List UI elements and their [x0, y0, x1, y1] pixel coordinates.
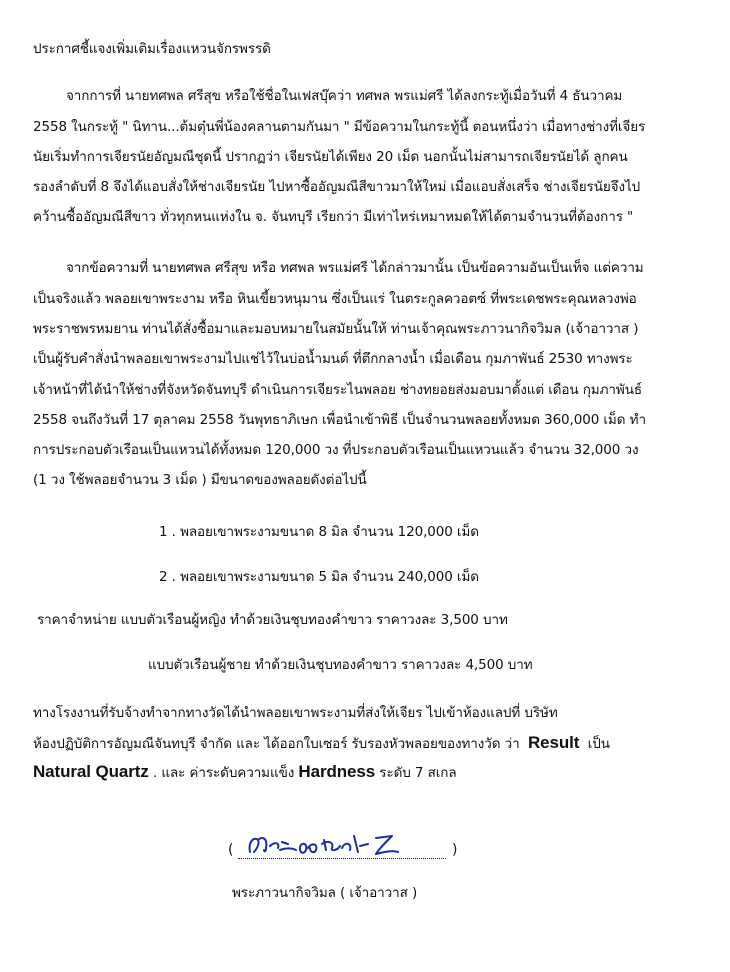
- paragraph-2-line-8: (1 วง ใช้พลอยจำนวน 3 เม็ด ) มีขนาดของพลอยดังต่อไปนี้: [33, 472, 367, 488]
- paragraph-1-line-3: นัยเริ่มทำการเจียรนัยอัญมณีชุดนี้ ปรากฏว่า เจียรนัยได้เพียง 20 เม็ด นอกนั้นไม่สามารถเจียรนัยได้ ลูกคน: [33, 149, 628, 165]
- paragraph-1-line-2: 2558 ในกระทู้ " นิทาน...ต้มตุ๋นพี่น้องคลานตามกันมา " มีข้อความในกระทู้นี้ ตอนหนึ่งว่า เมื่อทางช่างที่เจียร: [33, 119, 646, 135]
- paragraph-2-line-2: เป็นจริงแล้ว พลอยเขาพระงาม หรือ หินเขี้ยวหนุมาน ซึ่งเป็นแร่ ในตระกูลควอตซ์ ที่พระเดชพระคุณหลวงพ่อ: [33, 291, 637, 307]
- signature-open-paren: (: [228, 842, 234, 858]
- signature-block: [228, 828, 468, 868]
- signer-name: พระภาวนากิจวิมล ( เจ้าอาวาส ): [232, 885, 418, 901]
- document-title: ประกาศชี้แจงเพิ่มเติมเรื่องแหวนจักรพรรดิ: [33, 41, 271, 57]
- hardness-label: Hardness: [298, 762, 376, 781]
- paragraph-1-line-1: จากการที่ นายทศพล ศรีสุข หรือใช้ชื่อในเฟสบุ๊คว่า ทศพล พรแม่ศรี ได้ลงกระทู้เมื่อวันที่ 4 ธันวาคม: [66, 88, 623, 104]
- natural-quartz-label: Natural Quartz: [33, 762, 149, 781]
- paragraph-2-line-7: การประกอบตัวเรือนเป็นแหวนได้ทั้งหมด 120,000 วง ที่ประกอบตัวเรือนเป็นแหวนแล้ว จำนวน 32,000 วง: [33, 442, 639, 458]
- lab-certification-text: ห้องปฏิบัติการอัญมณีจันทบุรี จำกัด และ ได้ออกใบเซอร์ รับรองหัวพลอยของทางวัด ว่า: [33, 736, 520, 752]
- handwritten-signature: [242, 828, 412, 862]
- result-label: Result: [527, 733, 580, 752]
- paragraph-2-line-5: เจ้าหน้าที่ได้นำให้ช่างที่จังหวัดจันทบุรี ดำเนินการเจียระไนพลอย ช่างทยอยส่งมอบมาตั้งแต่ เดือน กุมภาพันธ์: [33, 382, 642, 398]
- paragraph-1-line-4: รองลำดับที่ 8 จึงได้แอบสั่งให้ช่างเจียรนัย ไปหาซื้ออัญมณีสีขาวมาให้ใหม่ เมื่อแอบสั่งเสร็จ ช่างเจียรนัยจึงไป: [33, 179, 641, 195]
- paragraph-2-line-1: จากข้อความที่ นายทศพล ศรีสุข หรือ ทศพล พรแม่ศรี ได้กล่าวมานั้น เป็นข้อความอันเป็นเท็จ แต่ความ: [66, 260, 644, 276]
- paragraph-2-line-4: เป็นผู้รับคำสั่งนำพลอยเขาพระงามไปแช่ไว้ในบ่อน้ำมนต์ ที่ตึกกลางน้ำ เมื่อเดือน กุมภาพันธ์ 2530 ทางพระ: [33, 351, 633, 367]
- paragraph-2-line-6: 2558 จนถึงวันที่ 17 ตุลาคม 2558 วันพุทธาภิเษก เพื่อนำเข้าพิธี เป็นจำนวนพลอยทั้งหมด 360,000 เม็ด ทำ: [33, 412, 646, 428]
- hardness-prefix: . และ ค่าระดับความแข็ง: [152, 765, 295, 781]
- paragraph-2-line-3: พระราชพรหมยาน ท่านได้สั่งซื้อมาและมอบหมายในสมัยนั้นให้ ท่านเจ้าคุณพระภาวนากิจวิมล (เจ้าอาวาส ): [33, 321, 639, 337]
- price-men: แบบตัวเรือนผู้ชาย ทำด้วยเงินชุบทองคำขาว ราคาวงละ 4,500 บาท: [148, 657, 533, 673]
- gem-size-item-2: 2 . พลอยเขาพระงามขนาด 5 มิล จำนวน 240,000 เม็ด: [159, 569, 479, 585]
- paragraph-3-line-2: [33, 734, 610, 753]
- signature-close-paren: ): [452, 842, 458, 858]
- gem-size-item-1: 1 . พลอยเขาพระงามขนาด 8 มิล จำนวน 120,000 เม็ด: [159, 524, 479, 540]
- result-suffix: เป็น: [587, 736, 610, 752]
- paragraph-1-line-5: คว้านซื้ออัญมณีสีขาว ทั่วทุกหนแห่งใน จ. จันทบุรี เรียกว่า มีเท่าไหร่เหมาหมดให้ได้ตามจำนวนที่ต้องการ ": [33, 209, 634, 225]
- hardness-scale: ระดับ 7 สเกล: [379, 765, 457, 781]
- price-women: ราคาจำหน่าย แบบตัวเรือนผู้หญิง ทำด้วยเงินชุบทองคำขาว ราคาวงละ 3,500 บาท: [37, 612, 508, 628]
- paragraph-3-line-1: ทางโรงงานที่รับจ้างทำจากทางวัดได้นำพลอยเขาพระงามที่ส่งให้เจียร ไปเข้าห้องแลปที่ บริษัท: [33, 705, 558, 721]
- paragraph-3-line-3: [33, 763, 457, 782]
